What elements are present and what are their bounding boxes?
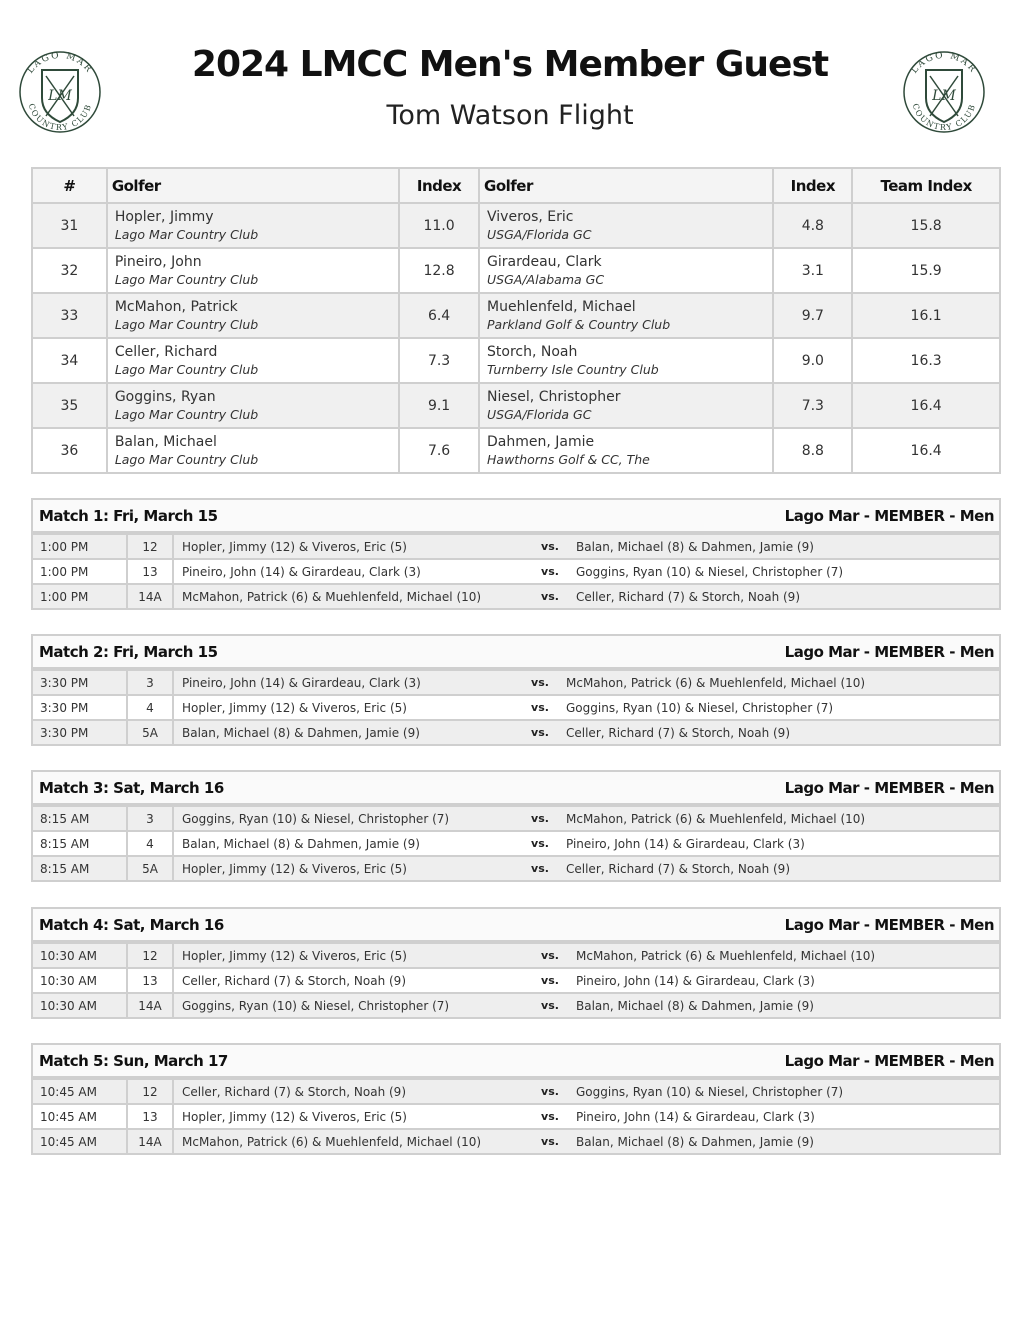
golfer-1-cell (107, 248, 399, 293)
golfer-2-name: Girardeau, Clark (487, 254, 602, 270)
golfer-1-club: Lago Mar Country Club (114, 407, 259, 422)
golfer-1-club: Lago Mar Country Club (114, 362, 259, 377)
logo-text-top: LAGO MAR (909, 50, 979, 76)
golfer-1-club: Lago Mar Country Club (114, 317, 259, 332)
match-table (31, 533, 1001, 610)
golfer-2-index: 4.8 (773, 203, 852, 248)
versus-label: vs. (528, 943, 572, 968)
logo-monogram: LM (48, 88, 72, 104)
opponent-pair: Celler, Richard (7) & Storch, Noah (9) (562, 720, 1000, 745)
team-number: 33 (32, 293, 107, 338)
golfer-1-cell (107, 428, 399, 473)
match-header (31, 634, 1001, 669)
team-pair: Celler, Richard (7) & Storch, Noah (9) (173, 1079, 528, 1104)
match-row (32, 720, 1000, 745)
match-header (31, 770, 1001, 805)
opponent-pair: McMahon, Patrick (6) & Muehlenfeld, Michael (10) (562, 670, 1000, 695)
match-row (32, 559, 1000, 584)
match-header (31, 498, 1001, 533)
tee-time: 8:15 AM (32, 856, 127, 881)
golfer-1-name: Goggins, Ryan (114, 389, 216, 405)
versus-label: vs. (518, 720, 562, 745)
team-number: 32 (32, 248, 107, 293)
match-section (31, 1043, 1001, 1155)
team-row (32, 428, 1000, 473)
versus-label: vs. (528, 559, 572, 584)
page-title: 2024 LMCC Men's Member Guest (191, 44, 829, 85)
golfer-2-name: Storch, Noah (487, 344, 578, 360)
golfer-1-index: 7.6 (399, 428, 479, 473)
tee-time: 1:00 PM (32, 584, 127, 609)
match-row (32, 1129, 1000, 1154)
opponent-pair: Celler, Richard (7) & Storch, Noah (9) (562, 856, 1000, 881)
col-header-index-1: Index (399, 168, 479, 203)
col-header-number: # (32, 168, 107, 203)
col-header-index-2: Index (773, 168, 852, 203)
match-table (31, 942, 1001, 1019)
versus-label: vs. (518, 695, 562, 720)
match-title: Match 3: Sat, March 16 (39, 778, 224, 797)
versus-label: vs. (528, 584, 572, 609)
opponent-pair: Goggins, Ryan (10) & Niesel, Christopher (7) (572, 559, 1000, 584)
golfer-1-index: 7.3 (399, 338, 479, 383)
versus-label: vs. (528, 1079, 572, 1104)
match-category: Lago Mar - MEMBER - Men (784, 642, 994, 661)
versus-label: vs. (528, 993, 572, 1018)
match-title: Match 1: Fri, March 15 (39, 506, 218, 525)
start-hole: 12 (127, 534, 173, 559)
team-pair: Hopler, Jimmy (12) & Viveros, Eric (5) (173, 534, 528, 559)
match-row (32, 534, 1000, 559)
match-table (31, 669, 1001, 746)
match-header (31, 1043, 1001, 1078)
team-pair: McMahon, Patrick (6) & Muehlenfeld, Michael (10) (173, 584, 528, 609)
logo-monogram: LM (932, 88, 956, 104)
golfer-2-cell (479, 338, 773, 383)
opponent-pair: Pineiro, John (14) & Girardeau, Clark (3) (562, 831, 1000, 856)
match-row (32, 831, 1000, 856)
team-table-header (32, 168, 1000, 203)
start-hole: 14A (127, 993, 173, 1018)
team-pair: Goggins, Ryan (10) & Niesel, Christopher (7) (173, 806, 518, 831)
start-hole: 14A (127, 584, 173, 609)
golfer-2-name: Niesel, Christopher (487, 389, 621, 405)
match-section (31, 498, 1001, 610)
team-index: 15.9 (852, 248, 1000, 293)
tee-time: 10:30 AM (32, 968, 127, 993)
start-hole: 13 (127, 559, 173, 584)
team-pair: Pineiro, John (14) & Girardeau, Clark (3) (173, 559, 528, 584)
team-row (32, 203, 1000, 248)
team-row (32, 248, 1000, 293)
tee-time: 10:30 AM (32, 993, 127, 1018)
start-hole: 3 (127, 806, 173, 831)
versus-label: vs. (528, 1104, 572, 1129)
opponent-pair: Balan, Michael (8) & Dahmen, Jamie (9) (572, 534, 1000, 559)
team-pair: Hopler, Jimmy (12) & Viveros, Eric (5) (173, 695, 518, 720)
opponent-pair: McMahon, Patrick (6) & Muehlenfeld, Michael (10) (562, 806, 1000, 831)
match-title: Match 4: Sat, March 16 (39, 915, 224, 934)
versus-label: vs. (528, 968, 572, 993)
golfer-2-club: USGA/Alabama GC (487, 272, 605, 287)
match-category: Lago Mar - MEMBER - Men (784, 778, 994, 797)
match-header (31, 907, 1001, 942)
golfer-2-cell (479, 293, 773, 338)
golfer-2-name: Viveros, Eric (487, 209, 574, 225)
tee-time: 1:00 PM (32, 534, 127, 559)
team-pair: Celler, Richard (7) & Storch, Noah (9) (173, 968, 528, 993)
tee-time: 10:45 AM (32, 1079, 127, 1104)
versus-label: vs. (528, 1129, 572, 1154)
team-index: 16.4 (852, 383, 1000, 428)
golfer-1-cell (107, 293, 399, 338)
match-row (32, 943, 1000, 968)
golfer-2-club: USGA/Florida GC (487, 227, 592, 242)
tee-time: 1:00 PM (32, 559, 127, 584)
match-category: Lago Mar - MEMBER - Men (784, 506, 994, 525)
golfer-1-index: 9.1 (399, 383, 479, 428)
golfer-2-club: Parkland Golf & Country Club (487, 317, 671, 332)
golfer-1-cell (107, 338, 399, 383)
golfer-2-club: USGA/Florida GC (487, 407, 592, 422)
golfer-1-name: Pineiro, John (114, 254, 202, 270)
team-pair: Hopler, Jimmy (12) & Viveros, Eric (5) (173, 943, 528, 968)
golfer-2-club: Hawthorns Golf & CC, The (487, 452, 650, 467)
match-row (32, 993, 1000, 1018)
team-pair: Hopler, Jimmy (12) & Viveros, Eric (5) (173, 856, 518, 881)
team-pair: Pineiro, John (14) & Girardeau, Clark (3) (173, 670, 518, 695)
golfer-2-cell (479, 248, 773, 293)
start-hole: 4 (127, 695, 173, 720)
opponent-pair: McMahon, Patrick (6) & Muehlenfeld, Michael (10) (572, 943, 1000, 968)
page-subtitle: Tom Watson Flight (386, 100, 634, 131)
match-row (32, 695, 1000, 720)
team-index: 16.3 (852, 338, 1000, 383)
team-number: 35 (32, 383, 107, 428)
logo-text-top: LAGO MAR (25, 50, 95, 76)
opponent-pair: Pineiro, John (14) & Girardeau, Clark (3) (572, 968, 1000, 993)
match-category: Lago Mar - MEMBER - Men (784, 1051, 994, 1070)
golfer-2-index: 8.8 (773, 428, 852, 473)
start-hole: 13 (127, 1104, 173, 1129)
tee-time: 10:45 AM (32, 1129, 127, 1154)
versus-label: vs. (518, 670, 562, 695)
tee-time: 3:30 PM (32, 695, 127, 720)
col-header-golfer-1: Golfer (107, 168, 399, 203)
team-pair: Balan, Michael (8) & Dahmen, Jamie (9) (173, 831, 518, 856)
golfer-1-index: 12.8 (399, 248, 479, 293)
match-row (32, 968, 1000, 993)
match-row (32, 670, 1000, 695)
match-row (32, 584, 1000, 609)
match-row (32, 1079, 1000, 1104)
team-index: 16.4 (852, 428, 1000, 473)
match-title: Match 2: Fri, March 15 (39, 642, 218, 661)
team-number: 36 (32, 428, 107, 473)
match-row (32, 1104, 1000, 1129)
match-section (31, 770, 1001, 882)
start-hole: 3 (127, 670, 173, 695)
match-title: Match 5: Sun, March 17 (39, 1051, 228, 1070)
golfer-1-name: Celler, Richard (114, 344, 218, 360)
tee-time: 3:30 PM (32, 670, 127, 695)
opponent-pair: Balan, Michael (8) & Dahmen, Jamie (9) (572, 993, 1000, 1018)
golfer-2-index: 3.1 (773, 248, 852, 293)
match-row (32, 856, 1000, 881)
golfer-1-club: Lago Mar Country Club (114, 227, 259, 242)
col-header-team-index: Team Index (852, 168, 1000, 203)
match-table (31, 1078, 1001, 1155)
golfer-1-club: Lago Mar Country Club (114, 272, 259, 287)
golfer-2-cell (479, 203, 773, 248)
tee-time: 3:30 PM (32, 720, 127, 745)
match-table (31, 805, 1001, 882)
team-pair: McMahon, Patrick (6) & Muehlenfeld, Michael (10) (173, 1129, 528, 1154)
team-number: 31 (32, 203, 107, 248)
golfer-2-index: 7.3 (773, 383, 852, 428)
match-category: Lago Mar - MEMBER - Men (784, 915, 994, 934)
golfer-1-club: Lago Mar Country Club (114, 452, 259, 467)
team-row (32, 383, 1000, 428)
start-hole: 13 (127, 968, 173, 993)
opponent-pair: Goggins, Ryan (10) & Niesel, Christopher (7) (562, 695, 1000, 720)
golfer-1-name: McMahon, Patrick (114, 299, 238, 315)
golfer-1-cell (107, 203, 399, 248)
start-hole: 5A (127, 720, 173, 745)
golfer-2-index: 9.0 (773, 338, 852, 383)
golfer-1-cell (107, 383, 399, 428)
logo-text-bottom: COUNTRY CLUB (26, 102, 94, 133)
start-hole: 5A (127, 856, 173, 881)
col-header-golfer-2: Golfer (479, 168, 773, 203)
team-pair: Balan, Michael (8) & Dahmen, Jamie (9) (173, 720, 518, 745)
tee-time: 10:30 AM (32, 943, 127, 968)
team-index: 16.1 (852, 293, 1000, 338)
tee-time: 8:15 AM (32, 806, 127, 831)
logo-text-bottom: COUNTRY CLUB (910, 102, 978, 133)
match-row (32, 806, 1000, 831)
match-section (31, 634, 1001, 746)
opponent-pair: Celler, Richard (7) & Storch, Noah (9) (572, 584, 1000, 609)
team-row (32, 338, 1000, 383)
opponent-pair: Balan, Michael (8) & Dahmen, Jamie (9) (572, 1129, 1000, 1154)
golfer-1-name: Hopler, Jimmy (114, 209, 214, 225)
tee-time: 10:45 AM (32, 1104, 127, 1129)
golfer-1-name: Balan, Michael (114, 434, 217, 450)
golfer-1-index: 6.4 (399, 293, 479, 338)
start-hole: 12 (127, 943, 173, 968)
start-hole: 12 (127, 1079, 173, 1104)
golfer-2-cell (479, 383, 773, 428)
team-table (31, 167, 1001, 474)
start-hole: 4 (127, 831, 173, 856)
versus-label: vs. (518, 856, 562, 881)
start-hole: 14A (127, 1129, 173, 1154)
versus-label: vs. (518, 831, 562, 856)
tee-time: 8:15 AM (32, 831, 127, 856)
golfer-2-name: Dahmen, Jamie (487, 434, 595, 450)
versus-label: vs. (518, 806, 562, 831)
opponent-pair: Pineiro, John (14) & Girardeau, Clark (3) (572, 1104, 1000, 1129)
team-row (32, 293, 1000, 338)
team-number: 34 (32, 338, 107, 383)
golfer-2-club: Turnberry Isle Country Club (487, 362, 659, 377)
golfer-2-name: Muehlenfeld, Michael (487, 299, 636, 315)
opponent-pair: Goggins, Ryan (10) & Niesel, Christopher (7) (572, 1079, 1000, 1104)
versus-label: vs. (528, 534, 572, 559)
golfer-1-index: 11.0 (399, 203, 479, 248)
team-pair: Goggins, Ryan (10) & Niesel, Christopher (7) (173, 993, 528, 1018)
golfer-2-cell (479, 428, 773, 473)
team-pair: Hopler, Jimmy (12) & Viveros, Eric (5) (173, 1104, 528, 1129)
golfer-2-index: 9.7 (773, 293, 852, 338)
match-section (31, 907, 1001, 1019)
team-index: 15.8 (852, 203, 1000, 248)
